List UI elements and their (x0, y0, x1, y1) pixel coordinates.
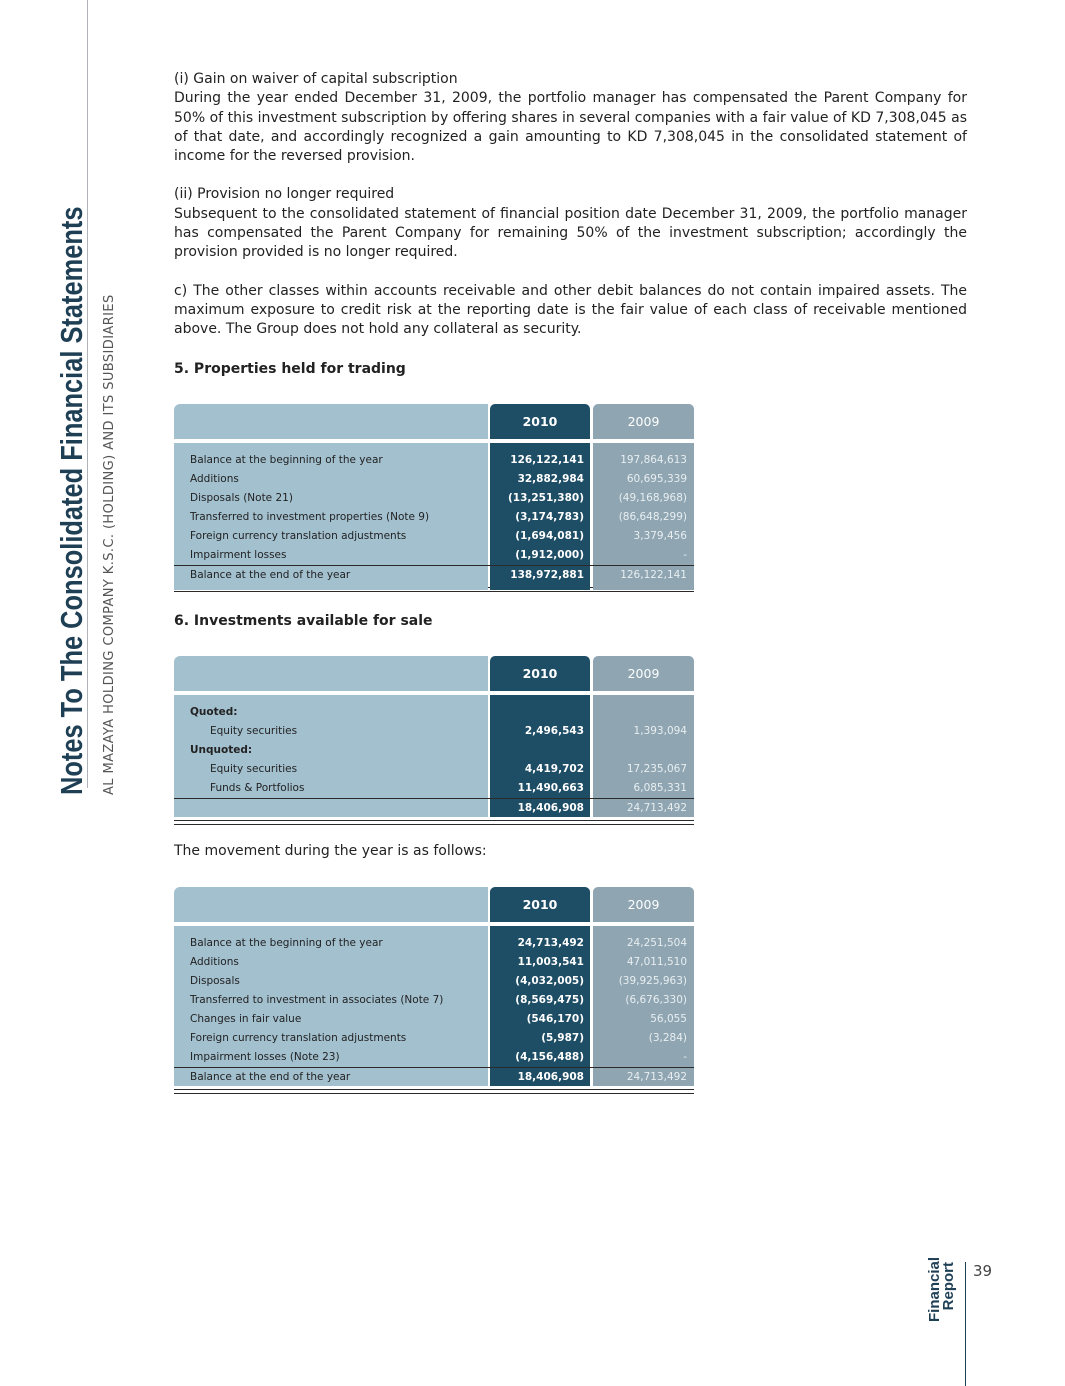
movement-table (174, 887, 694, 1094)
table-body (174, 443, 694, 585)
paragraph-body: Subsequent to the consolidated statement of financial position date December 31, 2009, the portfolio manager has compensated the Parent Company for remaining 50% of the investment subscription; accordingly the provision provided is no longer required. (174, 205, 967, 261)
table-double-rule (174, 820, 694, 825)
table-row: Additions 11,003,541 47,011,510 (190, 956, 687, 968)
table-row: Foreign currency translation adjustments (1,694,081) 3,379,456 (190, 530, 687, 542)
table-row: Funds & Portfolios 11,490,663 6,085,331 (210, 782, 687, 794)
table-row: Equity securities 2,496,543 1,393,094 (210, 725, 687, 737)
table-total-row: Balance at the end of the year 18,406,908 24,713,492 (174, 1067, 694, 1087)
table-total-row: Balance at the end of the year 138,972,881 126,122,141 (174, 565, 694, 585)
table-header (174, 404, 694, 439)
table-body (174, 926, 694, 1087)
footer-section-label: Financial Report (926, 1256, 957, 1322)
column-header-2010: 2010 (490, 656, 590, 691)
properties-table (174, 404, 694, 592)
paragraph-heading: (ii) Provision no longer required (174, 186, 395, 203)
column-header-2009: 2009 (593, 887, 694, 922)
section-heading-investments: 6. Investments available for sale (174, 613, 433, 629)
table-double-rule (174, 1089, 694, 1094)
paragraph-provision (174, 185, 967, 262)
table-row: Changes in fair value (546,170) 56,055 (190, 1013, 687, 1025)
table-row: Disposals (Note 21) (13,251,380) (49,168,968) (190, 492, 687, 504)
paragraph-heading: (i) Gain on waiver of capital subscription (174, 71, 458, 87)
notes-text (174, 70, 967, 359)
sidebar-subtitle: AL MAZAYA HOLDING COMPANY K.S.C. (HOLDING) AND ITS SUBSIDIARIES (102, 294, 117, 795)
investments-table (174, 656, 694, 825)
table-total-row: 18,406,908 24,713,492 (174, 798, 694, 818)
footer-divider (965, 1262, 966, 1386)
column-header-2009: 2009 (593, 404, 694, 439)
table-row: Quoted: (190, 706, 238, 718)
table-row: Balance at the beginning of the year 126,122,141 197,864,613 (190, 454, 687, 466)
section-heading-properties: 5. Properties held for trading (174, 361, 406, 377)
paragraph-body: c) The other classes within accounts receivable and other debit balances do not contain impaired assets. The maximum exposure to credit risk at the reporting date is the fair value of each class of receivable mentioned above. The Group does not hold any collateral as security. (174, 282, 967, 338)
table-row: Impairment losses (1,912,000) - (190, 549, 687, 561)
table-row: Impairment losses (Note 23) (4,156,488) - (190, 1051, 687, 1063)
column-header-2009: 2009 (593, 656, 694, 691)
table-row: Additions 32,882,984 60,695,339 (190, 473, 687, 485)
table-row: Balance at the beginning of the year 24,713,492 24,251,504 (190, 937, 687, 949)
table-row: Transferred to investment in associates (Note 7) (8,569,475) (6,676,330) (190, 994, 687, 1006)
paragraph-gain-on-waiver (174, 70, 967, 166)
sidebar-title: Notes To The Consolidated Financial Statements (54, 206, 89, 795)
page-number: 39 (973, 1262, 993, 1280)
table-row: Unquoted: (190, 744, 253, 756)
column-header-2010: 2010 (490, 887, 590, 922)
movement-intro: The movement during the year is as follows: (174, 843, 487, 859)
table-header (174, 656, 694, 691)
paragraph-body: During the year ended December 31, 2009, the portfolio manager has compensated the Parent Company for 50% of this investment subscription by offering shares in several companies with a fair value of KD 7,308,045 as of that date, and accordingly recognized a gain amounting to KD 7,308,045 in the consolidated statement of income for the reversed provision. (174, 90, 967, 165)
table-row: Equity securities 4,419,702 17,235,067 (210, 763, 687, 775)
table-row: Transferred to investment properties (Note 9) (3,174,783) (86,648,299) (190, 511, 687, 523)
table-row: Foreign currency translation adjustments (5,987) (3,284) (190, 1032, 687, 1044)
table-row: Disposals (4,032,005) (39,925,963) (190, 975, 687, 987)
paragraph-credit-risk (174, 282, 967, 340)
column-header-2010: 2010 (490, 404, 590, 439)
table-header (174, 887, 694, 922)
table-body (174, 695, 694, 818)
